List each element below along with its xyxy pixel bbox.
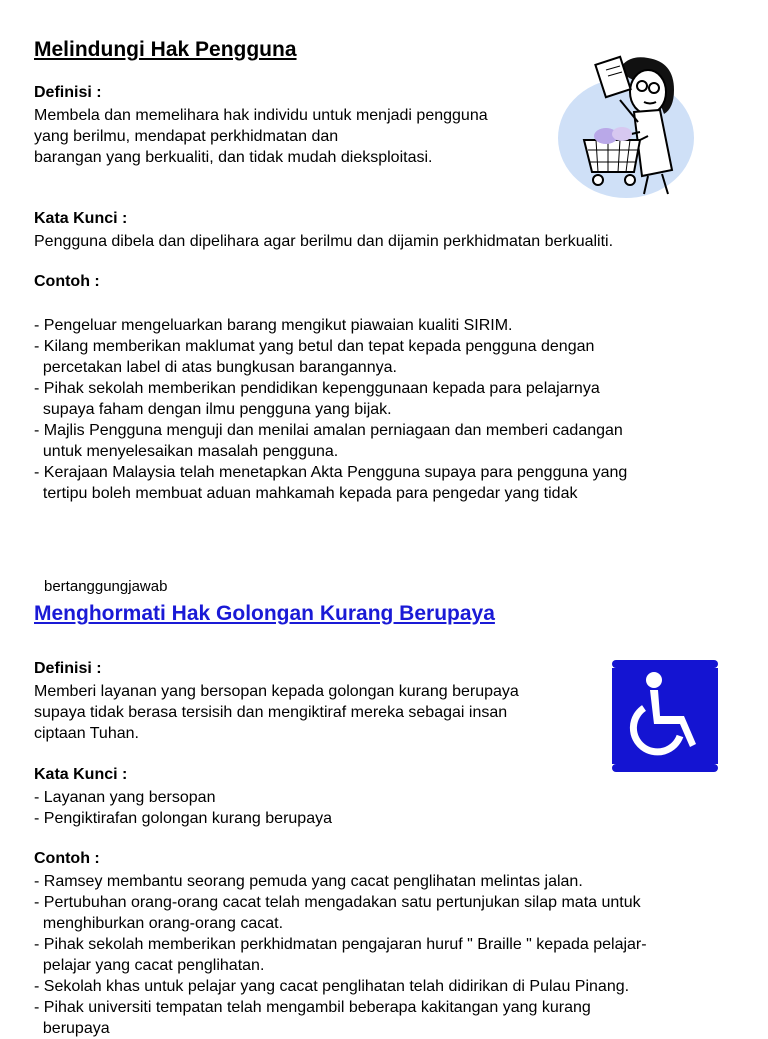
section2-definisi-text: Memberi layanan yang bersopan kepada golongan kurang berupaya supaya tidak berasa tersisih dan mengiktiraf mereka sebagai insan ciptaan Tuhan. bbox=[34, 683, 519, 742]
section1-kata-kunci-text: Pengguna dibela dan dipelihara agar berilmu dan dijamin perkhidmatan berkualiti. bbox=[34, 233, 614, 250]
section1-title: Melindungi Hak Pengguna bbox=[34, 38, 297, 61]
list-item: - Pihak sekolah memberikan perkhidmatan pengajaran huruf " Braille " kepada pelajar- pelajar yang cacat penglihatan. bbox=[34, 936, 647, 974]
list-item: - Pengiktirafan golongan kurang berupaya bbox=[34, 810, 332, 827]
list-item: - Pengeluar mengeluarkan barang mengikut piawaian kualiti SIRIM. bbox=[34, 317, 513, 334]
section1-contoh-label: Contoh : bbox=[34, 273, 100, 290]
list-item: - Pertubuhan orang-orang cacat telah mengadakan satu pertunjukan silap mata untuk menghiburkan orang-orang cacat. bbox=[34, 894, 641, 932]
section2-kata-kunci-label: Kata Kunci : bbox=[34, 766, 128, 783]
section2-kata-kunci-list bbox=[34, 787, 332, 829]
section1-definisi-text: Membela dan memelihara hak individu untuk menjadi pengguna yang berilmu, mendapat perkhidmatan dan barangan yang berkualiti, dan tidak mudah dieksploitasi. bbox=[34, 107, 488, 166]
section2-contoh-label: Contoh : bbox=[34, 850, 100, 867]
wheelchair-icon bbox=[610, 658, 720, 774]
section1-definisi-label: Definisi : bbox=[34, 84, 102, 101]
list-item: - Majlis Pengguna menguji dan menilai amalan perniagaan dan memberi cadangan untuk menyelesaikan masalah pengguna. bbox=[34, 422, 623, 460]
section1-kata-kunci-label: Kata Kunci : bbox=[34, 210, 128, 227]
section2-contoh-list bbox=[34, 871, 647, 1039]
list-item: - Kerajaan Malaysia telah menetapkan Akta Pengguna supaya para pengguna yang tertipu boleh membuat aduan mahkamah kepada para pengedar yang tidak bbox=[34, 464, 628, 502]
list-item: - Ramsey membantu seorang pemuda yang cacat penglihatan melintas jalan. bbox=[34, 873, 583, 890]
section2-title-link[interactable]: Menghormati Hak Golongan Kurang Berupaya bbox=[34, 602, 495, 625]
section1-contoh-list bbox=[34, 315, 627, 504]
section2-definisi-label: Definisi : bbox=[34, 660, 102, 677]
list-item: - Pihak universiti tempatan telah mengambil beberapa kakitangan yang kurang berupaya bbox=[34, 999, 591, 1037]
section1-continuation: bertanggungjawab bbox=[44, 578, 168, 595]
list-item: - Layanan yang bersopan bbox=[34, 789, 216, 806]
list-item: - Pihak sekolah memberikan pendidikan kepenggunaan kepada para pelajarnya supaya faham dengan ilmu pengguna yang bijak. bbox=[34, 380, 600, 418]
shopping-cart-consumer-icon bbox=[556, 52, 696, 198]
list-item: - Sekolah khas untuk pelajar yang cacat penglihatan telah didirikan di Pulau Pinang. bbox=[34, 978, 630, 995]
list-item: - Kilang memberikan maklumat yang betul dan tepat kepada pengguna dengan percetakan label di atas bungkusan barangannya. bbox=[34, 338, 595, 376]
